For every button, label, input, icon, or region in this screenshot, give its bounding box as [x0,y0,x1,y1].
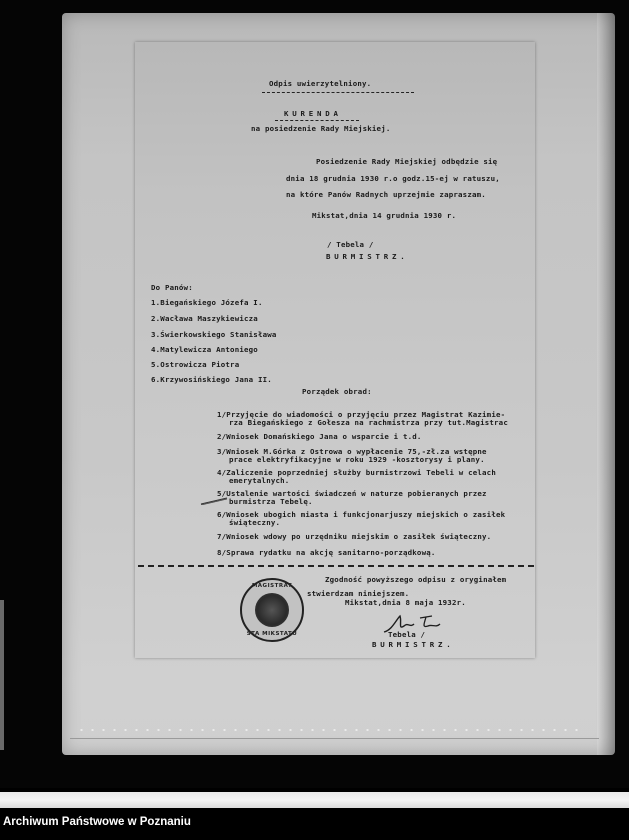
folder-shadow [597,13,615,755]
folder-edge-line [70,738,599,739]
agenda-item-4-line-2: emerytalnych. [229,476,290,485]
intro-line-3: na które Panów Radnych uprzejmie zapraszam. [286,190,486,199]
certification-line-2: stwierdzam niniejszem. [307,589,410,598]
agenda-item-5-line-2: burmistrza Tebelę. [229,497,313,506]
section-divider [138,565,534,567]
agenda-label: Porządek obrad: [302,387,372,396]
addressee-item: 5.Ostrowicza Piotra [151,360,240,369]
pen-stroke-mark [200,497,228,505]
agenda-item-3-line-2: prace elektryfikacyjne w roku 1929 -kosztorysy i plany. [229,455,485,464]
viewer-caption-bar [0,808,629,840]
heading-underline [262,92,414,93]
cert-signer-name: Tebela / [388,630,426,639]
agenda-item-6-line-1: 6/Wniosek ubogich miasta i funkcjonarjuszy miejskich o zasiłek [217,510,506,519]
seal-top-text: MAGISTRAT [251,583,293,589]
certification-date: Mikstat,dnia 8 maja 1932r. [345,598,466,607]
agenda-item-1-line-1: 1/Przyjęcie do wiadomości o przyjęciu przez Magistrat Kazimie- [217,410,506,419]
title-underline [275,120,359,121]
intro-line-1: Posiedzenie Rady Miejskiej odbędzie się [316,157,498,166]
agenda-item-8: 8/Sprawa rydatku na akcję sanitarno-porządkową. [217,548,436,557]
seal-bottom-text: STA MIKSTATU [246,631,298,637]
seal-emblem-icon [255,593,289,627]
document-title: KURENDA [284,109,342,118]
addressee-item: 6.Krzywosińskiego Jana II. [151,375,272,384]
intro-line-2: dnia 18 grudnia 1930 r.o godz.15-ej w ratuszu, [286,174,500,183]
film-strip-border [0,792,629,808]
agenda-item-2: 2/Wniosek Domańskiego Jana o wsparcie i t.d. [217,432,422,441]
addressee-item: 2.Wacława Maszykiewicza [151,314,258,323]
addressee-item: 4.Matylewicza Antoniego [151,345,258,354]
agenda-item-5-line-1: 5/Ustalenie wartości świadczeń w naturze pobieranych przez [217,489,487,498]
official-seal [240,578,304,642]
film-edge [0,600,4,750]
agenda-item-6-line-2: świąteczny. [229,518,281,527]
document-subtitle: na posiedzenie Rady Miejskiej. [251,124,391,133]
document-heading: Odpis uwierzytelniony. [269,79,372,88]
signer-name: / Tebela / [327,240,374,249]
addressee-item: 1.Biegańskiego Józefa I. [151,298,263,307]
place-date: Mikstat,dnia 14 grudnia 1930 r. [312,211,457,220]
agenda-item-4-line-1: 4/Zaliczenie poprzedniej służby burmistrzowi Tebeli w celach [217,468,496,477]
agenda-item-1-line-2: rza Biegańskiego z Gołesza na rachmistrza przy tut.Magistrac [229,418,508,427]
addressee-label: Do Panów: [151,283,193,292]
signer-title: BURMISTRZ. [326,252,409,261]
addressee-item: 3.Świerkowskiego Stanisława [151,330,277,339]
cert-signer-title: BURMISTRZ. [372,640,455,649]
folder-perforation [76,729,585,731]
certification-line-1: Zgodność powyższego odpisu z oryginałem [325,575,507,584]
agenda-item-3-line-1: 3/Wniosek M.Górka z Ostrowa o wypłacenie 75,-zł.za wstępne [217,447,487,456]
agenda-item-7: 7/Wniosek wdowy po urzędniku miejskim o zasiłek świąteczny. [217,532,492,541]
archive-caption: Archiwum Państwowe w Poznaniu [3,816,191,828]
